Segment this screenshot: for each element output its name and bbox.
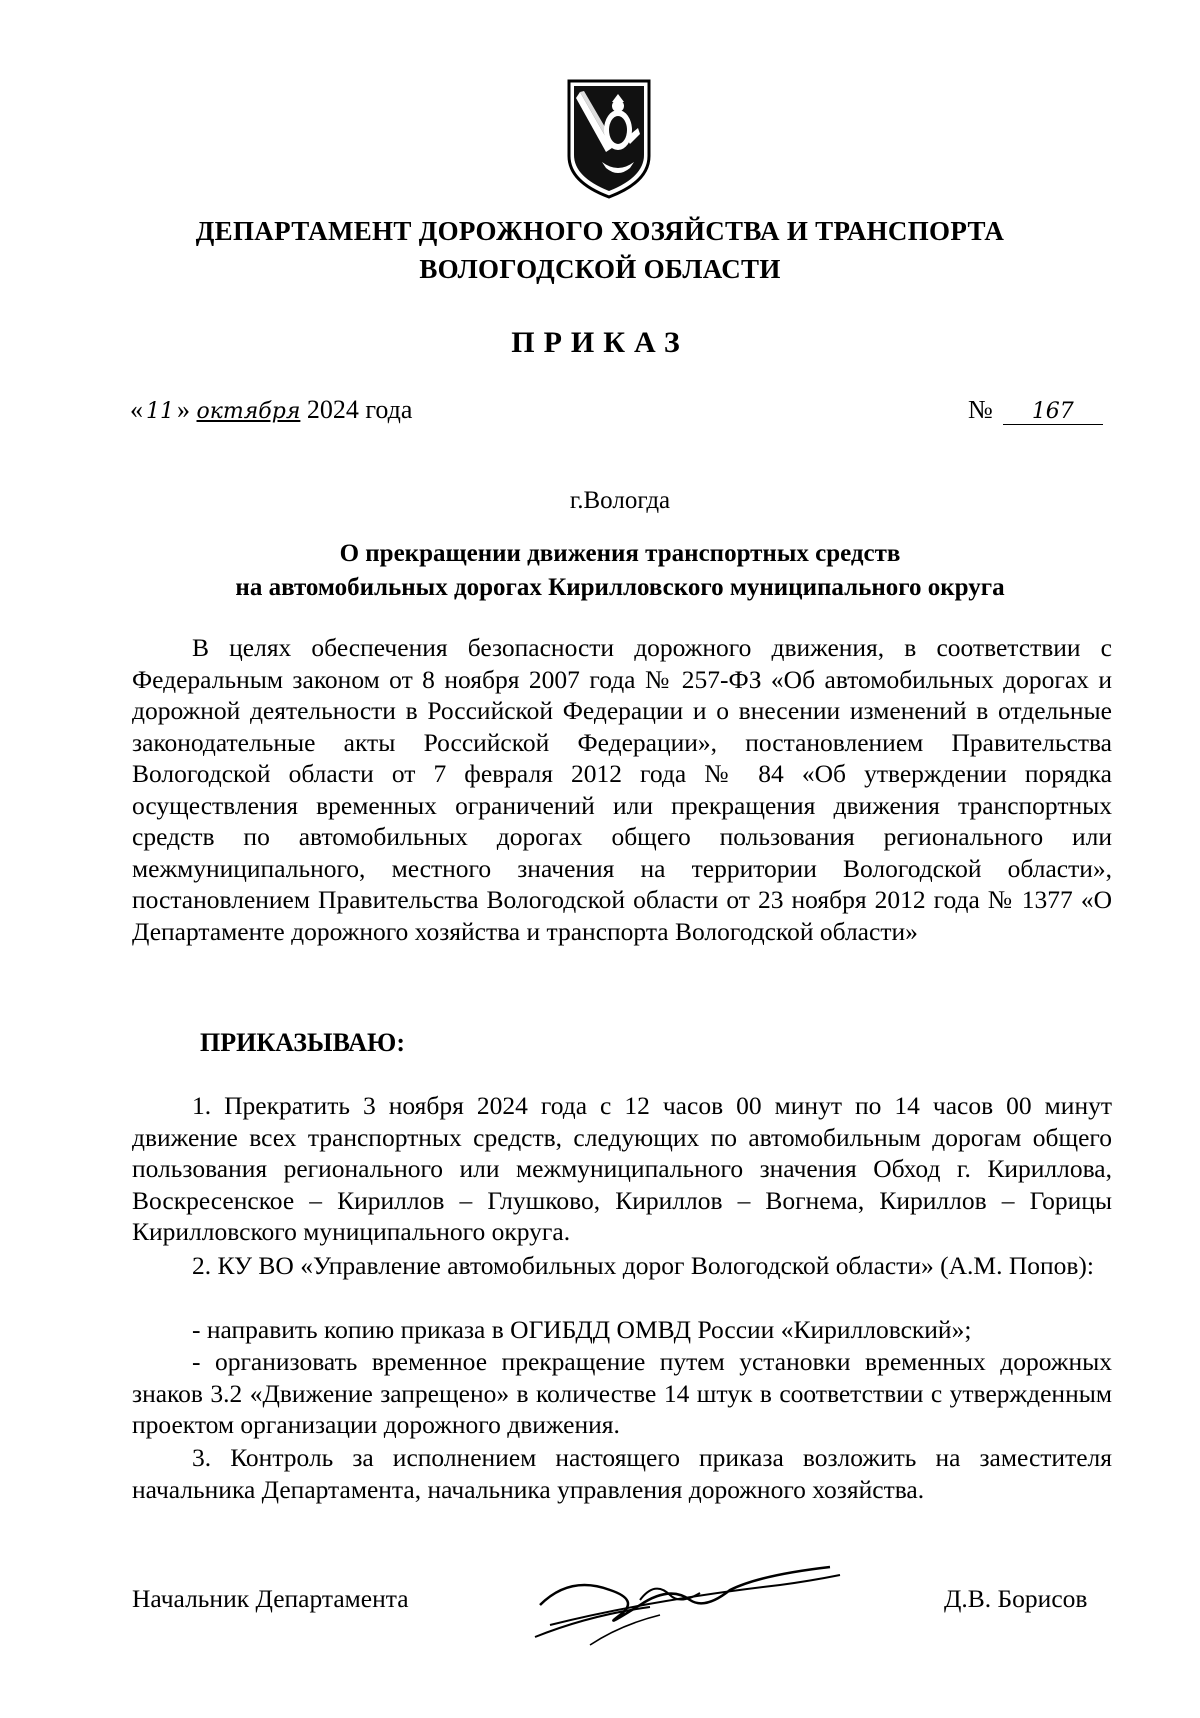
orders-heading: ПРИКАЗЫВАЮ: <box>200 1028 405 1057</box>
order-item-2a: - направить копию приказа в ОГИБДД ОМВД России «Кирилловский»; <box>192 1315 972 1344</box>
handwritten-signature <box>530 1545 850 1655</box>
number-label: № <box>968 395 993 424</box>
date-close-quote: » <box>177 395 190 424</box>
order-number <box>968 395 1103 425</box>
subject-line1: О прекращении движения транспортных средств <box>339 540 901 567</box>
department-name-line1: ДЕПАРТАМЕНТ ДОРОЖНОГО ХОЗЯЙСТВА И ТРАНСПОРТА <box>195 216 1005 246</box>
number-value: 167 <box>1003 399 1103 425</box>
order-item-1: 1. Прекратить 3 ноября 2024 года с 12 часов 00 минут по 14 часов 00 минут движение всех транспортных средств, следующих по автомобильным дорогам общего пользования регионального или межмуниципального значения Обход г. Кириллова, Воскресенское – Кириллов – Глушково, Кириллов – Вогнема, Кириллов – Горицы Кирилловского муниципального округа. <box>132 1091 1112 1246</box>
department-name-line2: ВОЛОГОДСКОЙ ОБЛАСТИ <box>419 254 781 284</box>
coat-of-arms-icon <box>566 78 652 200</box>
document-type-title: ПРИКАЗ <box>511 326 689 359</box>
date-year: 2024 года <box>306 395 413 424</box>
city: г.Вологда <box>569 487 671 514</box>
order-item-2: 2. КУ ВО «Управление автомобильных дорог Вологодской области» (А.М. Попов): <box>192 1251 1095 1280</box>
order-item-3: 3. Контроль за исполнением настоящего приказа возложить на заместителя начальника Департамента, начальника управления дорожного хозяйства. <box>132 1443 1112 1504</box>
subject-line2: на автомобильных дорогах Кирилловского муниципального округа <box>235 574 1005 601</box>
date-open-quote: « <box>130 395 143 424</box>
date-month: октября <box>196 399 301 424</box>
preamble-paragraph: В целях обеспечения безопасности дорожного движения, в соответствии с Федеральным законом от 8 ноября 2007 года № 257-ФЗ «Об автомобильных дорогах и дорожной деятельности в Российской Федерации и о внесении изменений в отдельные законодательные акты Российской Федерации», постановлением Правительства Вологодской области от 7 февраля 2012 года № 84 «Об утверждении порядка осуществления временных ограничений или прекращения движения транспортных средств по автомобильных дорогах общего пользования регионального или межмуниципального, местного значения на территории Вологодской области», постановлением Правительства Вологодской области от 23 ноября 2012 года № 1377 «О Департаменте дорожного хозяйства и транспорта Вологодской области» <box>132 633 1112 946</box>
signatory-position: Начальник Департамента <box>132 1584 409 1613</box>
signatory-name: Д.В. Борисов <box>944 1584 1088 1613</box>
date-day: 11 <box>146 399 174 424</box>
order-date <box>130 395 412 425</box>
order-item-2b: - организовать временное прекращение путем установки временных дорожных знаков 3.2 «Движение запрещено» в количестве 14 штук в соответствии с утвержденным проектом организации дорожного движения. <box>132 1347 1112 1439</box>
